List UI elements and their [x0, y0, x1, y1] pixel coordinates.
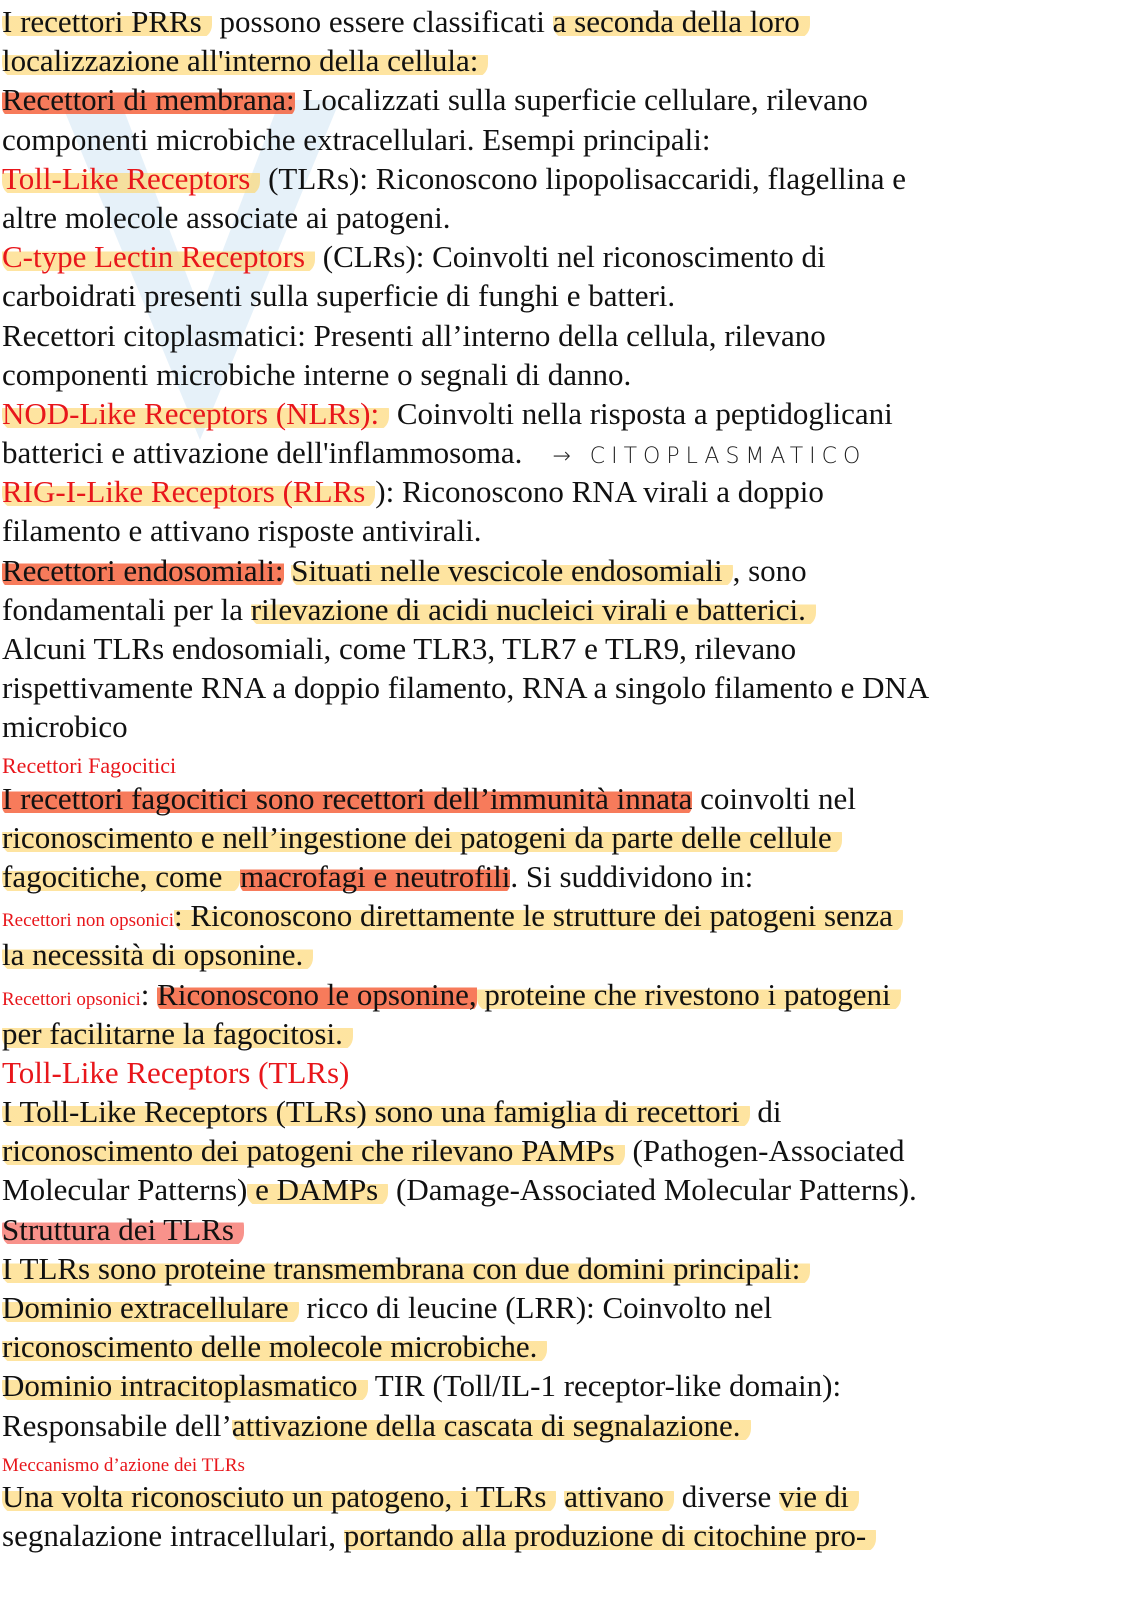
- text-line: [2, 355, 1142, 394]
- body-text: diverse: [674, 1478, 780, 1514]
- body-text: Recettori citoplasmatici: Presenti all’interno della cellula, rilevano: [2, 317, 826, 353]
- highlighted-text: Recettori di membrana:: [2, 82, 295, 118]
- highlighted-text: riconoscimento e nell’ingestione dei patogeni da parte delle cellule: [2, 820, 842, 855]
- text-line: [2, 120, 1142, 159]
- highlighted-text: Toll-Like Receptors: [2, 161, 260, 196]
- text-line: [2, 818, 1142, 857]
- highlighted-text: a seconda della loro: [553, 4, 810, 39]
- text-line: [2, 1210, 1142, 1249]
- body-text: Alcuni TLRs endosomiali, come TLR3, TLR7 e TLR9, rilevano: [2, 631, 797, 666]
- body-text: possono essere classificati: [211, 4, 553, 39]
- highlighted-text: C-type Lectin Receptors: [2, 239, 315, 274]
- text-line: [2, 707, 1142, 746]
- text-line: [2, 1366, 1142, 1405]
- text-line: [2, 779, 1142, 818]
- body-text: . Si suddividono in:: [510, 858, 754, 894]
- highlighted-text: fagocitiche, come: [2, 859, 240, 894]
- body-text: Responsabile dell’: [2, 1407, 232, 1443]
- text-line: [2, 590, 1142, 629]
- text-line: [2, 668, 1142, 707]
- text-line: [2, 1516, 1142, 1555]
- text-line: [2, 198, 1142, 237]
- highlighted-text: Riconoscono le opsonine,: [157, 976, 477, 1012]
- text-line: [2, 2, 1142, 41]
- text-line: [2, 394, 1142, 433]
- body-text: (CLRs): Coinvolti nel riconoscimento di: [315, 239, 826, 275]
- highlighted-text: I Toll-Like Receptors (TLRs) sono una famiglia di recettori: [2, 1094, 750, 1129]
- body-text: Coinvolti nella risposta a peptidoglicani: [389, 395, 893, 431]
- body-text: altre molecole associate ai patogeni.: [2, 199, 451, 235]
- highlighted-text: I TLRs sono proteine transmembrana con due domini principali:: [2, 1251, 810, 1286]
- body-text: Molecular Patterns): [2, 1172, 248, 1208]
- text-line: [2, 1053, 1142, 1092]
- body-text: , sono: [732, 552, 807, 588]
- highlighted-text: Dominio intracitoplasmatico: [2, 1368, 368, 1403]
- highlighted-text: RIG-I-Like Receptors (RLRs: [2, 474, 375, 509]
- body-text: (Pathogen-Associated: [624, 1133, 905, 1169]
- body-text: TIR (Toll/IL-1 receptor-like domain):: [367, 1368, 842, 1404]
- highlighted-text: Dominio extracellulare: [2, 1290, 299, 1325]
- text-line: [2, 1092, 1142, 1131]
- text-line: [2, 1131, 1142, 1170]
- text-line: [2, 276, 1142, 315]
- highlighted-text: NOD-Like Receptors (NLRs):: [2, 396, 389, 431]
- body-text: Localizzati sulla superficie cellulare, rilevano: [294, 82, 868, 118]
- text-line: [2, 41, 1142, 80]
- highlighted-text: localizzazione all'interno della cellula:: [2, 43, 488, 78]
- text-line: [2, 1249, 1142, 1288]
- text-line: [2, 472, 1142, 511]
- text-line: [2, 1014, 1142, 1053]
- text-line: [2, 896, 1142, 935]
- text-line: [2, 1477, 1142, 1516]
- body-text: componenti microbiche extracellulari. Esempi principali:: [2, 121, 711, 157]
- highlighted-text: la necessità di opsonine.: [2, 937, 313, 972]
- highlighted-text: attivano: [564, 1479, 674, 1514]
- highlighted-text: macrofagi e neutrofili: [240, 858, 511, 894]
- highlighted-text: Situati nelle vescicole endosomiali: [291, 553, 732, 588]
- highlighted-text: Una volta riconosciuto un patogeno, i TLRs: [2, 1479, 556, 1514]
- highlighted-text: I recettori fagocitici sono recettori dell’immunità innata: [2, 780, 693, 816]
- body-text: :: [140, 976, 158, 1012]
- body-text: carboidrati presenti sulla superficie di funghi e batteri.: [2, 278, 676, 314]
- text-line: [2, 511, 1142, 550]
- body-text: filamento e attivano risposte antivirali.: [2, 513, 482, 549]
- text-line: [2, 1406, 1142, 1445]
- highlighted-text: e DAMPs: [247, 1172, 388, 1207]
- highlighted-text: vie di: [779, 1479, 859, 1514]
- body-text: (Damage-Associated Molecular Patterns).: [388, 1172, 917, 1208]
- text-line: [2, 935, 1142, 974]
- text-line: [2, 316, 1142, 355]
- body-text: di: [749, 1094, 782, 1130]
- heading-text: Recettori opsonici: [2, 988, 141, 1010]
- text-line: [2, 1288, 1142, 1327]
- highlighted-text: rilevazione di acidi nucleici virali e batterici.: [251, 592, 816, 627]
- highlighted-text: portando alla produzione di citochine pro-: [344, 1518, 877, 1553]
- highlighted-text: I recettori PRRs: [2, 4, 212, 39]
- body-text: batterici e attivazione dell'inflammosoma.: [2, 435, 523, 471]
- heading-text: Recettori non opsonici: [2, 910, 175, 932]
- text-line: [2, 159, 1142, 198]
- highlighted-text: Recettori endosomiali:: [2, 552, 284, 588]
- highlighted-text: riconoscimento dei patogeni che rilevano PAMPs: [2, 1133, 625, 1168]
- text-line: [2, 1327, 1142, 1366]
- body-text: ricco di leucine (LRR): Coinvolto nel: [298, 1290, 773, 1325]
- text-line: [2, 433, 1142, 472]
- body-text: fondamentali per la: [2, 591, 251, 627]
- text-line: [2, 80, 1142, 119]
- highlighted-text: proteine che rivestono i patogeni: [477, 977, 901, 1012]
- heading-text: Recettori Fagocitici: [2, 752, 177, 778]
- handwritten-annotation: → CITOPLASMATICO: [552, 444, 867, 470]
- heading-text: Meccanismo d’azione dei TLRs: [2, 1454, 245, 1476]
- highlighted-text: Struttura dei TLRs: [2, 1212, 244, 1247]
- body-text: coinvolti nel: [692, 780, 856, 816]
- text-line: [2, 1445, 1142, 1477]
- text-line: [2, 975, 1142, 1014]
- text-line: [2, 1170, 1142, 1209]
- document-page: [2, 2, 1142, 1555]
- body-text: microbico: [2, 709, 128, 745]
- highlighted-text: attivazione della cascata di segnalazione.: [232, 1408, 751, 1443]
- body-text: componenti microbiche interne o segnali di danno.: [2, 356, 632, 392]
- text-line: [2, 551, 1142, 590]
- heading-text: Toll-Like Receptors (TLRs): [2, 1054, 350, 1090]
- text-line: [2, 857, 1142, 896]
- body-text: ): Riconoscono RNA virali a doppio: [375, 474, 824, 510]
- text-line: [2, 237, 1142, 276]
- text-line: [2, 747, 1142, 779]
- body-text: (TLRs): Riconoscono lipopolisaccaridi, flagellina e: [260, 160, 907, 196]
- body-text: segnalazione intracellulari,: [2, 1517, 344, 1553]
- highlighted-text: : Riconoscono direttamente le strutture dei patogeni senza: [174, 898, 903, 933]
- highlighted-text: riconoscimento delle molecole microbiche.: [2, 1329, 547, 1364]
- body-text: rispettivamente RNA a doppio filamento, RNA a singolo filamento e DNA: [2, 670, 930, 706]
- text-line: [2, 629, 1142, 668]
- highlighted-text: per facilitarne la fagocitosi.: [2, 1016, 353, 1051]
